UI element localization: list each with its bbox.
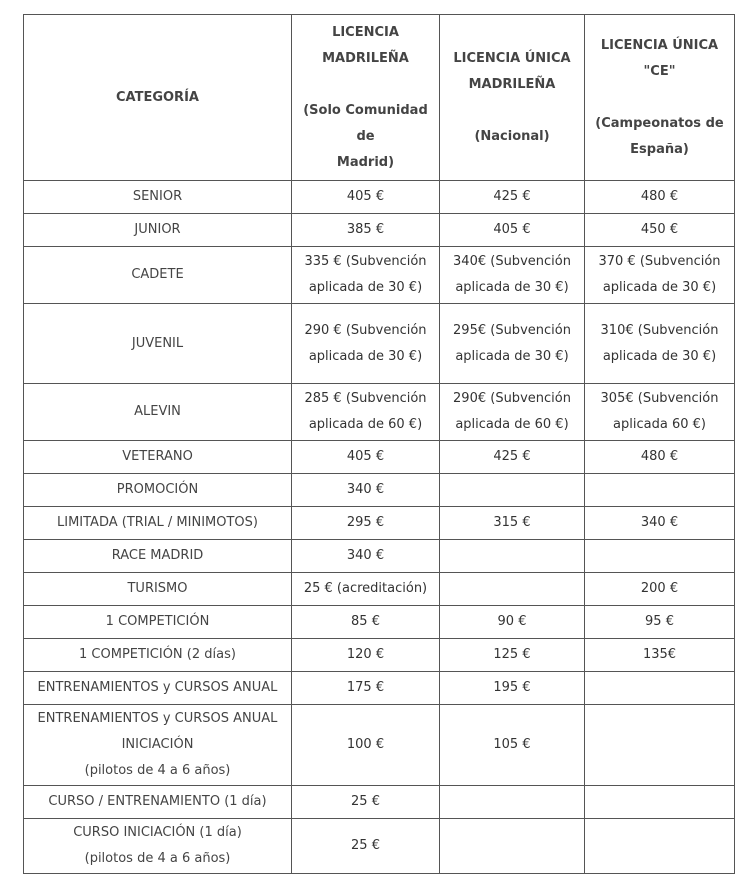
- licencia-unica-madrilena-cell: 405 €: [440, 214, 585, 247]
- licencia-madrilena-cell: 85 €: [292, 606, 440, 639]
- table-row: [24, 474, 735, 507]
- licencia-unica-ce-cell: [585, 786, 735, 819]
- licencia-unica-madrilena-cell: [440, 819, 585, 874]
- licencia-unica-madrilena-cell: [440, 540, 585, 573]
- category-cell: CURSO INICIACIÓN (1 día) (pilotos de 4 a 6 años): [24, 819, 292, 874]
- licencia-unica-ce-cell: 200 €: [585, 573, 735, 606]
- table-row: [24, 507, 735, 540]
- licencia-unica-ce-cell: 95 €: [585, 606, 735, 639]
- category-cell: CURSO / ENTRENAMIENTO (1 día): [24, 786, 292, 819]
- table-row: [24, 181, 735, 214]
- licencia-madrilena-cell: 405 €: [292, 441, 440, 474]
- licencia-madrilena-cell: 100 €: [292, 705, 440, 786]
- licencia-unica-ce-cell: 480 €: [585, 181, 735, 214]
- header-licencia-unica-madrilena: LICENCIA ÚNICA MADRILEÑA (Nacional): [440, 15, 585, 181]
- table-row: [24, 606, 735, 639]
- table-row: [24, 247, 735, 304]
- licencia-unica-ce-cell: 480 €: [585, 441, 735, 474]
- table-row: [24, 441, 735, 474]
- license-price-table: [23, 14, 735, 874]
- licencia-unica-ce-cell: [585, 474, 735, 507]
- table-row: [24, 540, 735, 573]
- licencia-unica-madrilena-cell: [440, 573, 585, 606]
- header-row: [24, 15, 735, 181]
- licencia-unica-ce-cell: 370 € (Subvención aplicada de 30 €): [585, 247, 735, 304]
- licencia-madrilena-cell: 295 €: [292, 507, 440, 540]
- licencia-unica-ce-cell: [585, 672, 735, 705]
- licencia-madrilena-cell: 405 €: [292, 181, 440, 214]
- licencia-unica-ce-cell: [585, 705, 735, 786]
- category-cell: JUVENIL: [24, 304, 292, 384]
- table-row: [24, 672, 735, 705]
- licencia-unica-madrilena-cell: 105 €: [440, 705, 585, 786]
- licencia-unica-madrilena-cell: [440, 474, 585, 507]
- category-cell: ENTRENAMIENTOS y CURSOS ANUAL: [24, 672, 292, 705]
- table-row: [24, 786, 735, 819]
- table-row: [24, 304, 735, 384]
- licencia-unica-ce-cell: [585, 819, 735, 874]
- licencia-madrilena-cell: 335 € (Subvención aplicada de 30 €): [292, 247, 440, 304]
- category-cell: ENTRENAMIENTOS y CURSOS ANUAL INICIACIÓN (pilotos de 4 a 6 años): [24, 705, 292, 786]
- licencia-madrilena-cell: 285 € (Subvención aplicada de 60 €): [292, 384, 440, 441]
- licencia-unica-madrilena-cell: 195 €: [440, 672, 585, 705]
- licencia-unica-madrilena-cell: 125 €: [440, 639, 585, 672]
- licencia-unica-madrilena-cell: [440, 786, 585, 819]
- category-cell: PROMOCIÓN: [24, 474, 292, 507]
- licencia-madrilena-cell: 25 €: [292, 786, 440, 819]
- table-row: [24, 705, 735, 786]
- licencia-unica-ce-cell: 450 €: [585, 214, 735, 247]
- header-categoria: CATEGORÍA: [24, 15, 292, 181]
- category-cell: TURISMO: [24, 573, 292, 606]
- licencia-unica-ce-cell: 305€ (Subvención aplicada 60 €): [585, 384, 735, 441]
- licencia-unica-madrilena-cell: 425 €: [440, 181, 585, 214]
- licencia-unica-ce-cell: 310€ (Subvención aplicada de 30 €): [585, 304, 735, 384]
- category-cell: SENIOR: [24, 181, 292, 214]
- licencia-madrilena-cell: 385 €: [292, 214, 440, 247]
- category-cell: LIMITADA (TRIAL / MINIMOTOS): [24, 507, 292, 540]
- licencia-madrilena-cell: 25 € (acreditación): [292, 573, 440, 606]
- licencia-madrilena-cell: 290 € (Subvención aplicada de 30 €): [292, 304, 440, 384]
- licencia-unica-madrilena-cell: 315 €: [440, 507, 585, 540]
- licencia-madrilena-cell: 340 €: [292, 474, 440, 507]
- category-cell: JUNIOR: [24, 214, 292, 247]
- licencia-madrilena-cell: 340 €: [292, 540, 440, 573]
- licencia-madrilena-cell: 120 €: [292, 639, 440, 672]
- licencia-madrilena-cell: 25 €: [292, 819, 440, 874]
- table-row: [24, 819, 735, 874]
- licencia-unica-madrilena-cell: 90 €: [440, 606, 585, 639]
- table-row: [24, 214, 735, 247]
- licencia-unica-madrilena-cell: 295€ (Subvención aplicada de 30 €): [440, 304, 585, 384]
- table-row: [24, 573, 735, 606]
- licencia-unica-madrilena-cell: 290€ (Subvención aplicada de 60 €): [440, 384, 585, 441]
- header-licencia-unica-ce: LICENCIA ÚNICA "CE" (Campeonatos de España): [585, 15, 735, 181]
- category-cell: ALEVIN: [24, 384, 292, 441]
- category-cell: CADETE: [24, 247, 292, 304]
- licencia-unica-ce-cell: 340 €: [585, 507, 735, 540]
- header-licencia-madrilena: LICENCIA MADRILEÑA (Solo Comunidad de Madrid): [292, 15, 440, 181]
- licencia-unica-madrilena-cell: 340€ (Subvención aplicada de 30 €): [440, 247, 585, 304]
- category-cell: 1 COMPETICIÓN (2 días): [24, 639, 292, 672]
- category-cell: RACE MADRID: [24, 540, 292, 573]
- licencia-unica-ce-cell: [585, 540, 735, 573]
- table-row: [24, 639, 735, 672]
- category-cell: VETERANO: [24, 441, 292, 474]
- table-row: [24, 384, 735, 441]
- licencia-madrilena-cell: 175 €: [292, 672, 440, 705]
- licencia-unica-ce-cell: 135€: [585, 639, 735, 672]
- licencia-unica-madrilena-cell: 425 €: [440, 441, 585, 474]
- category-cell: 1 COMPETICIÓN: [24, 606, 292, 639]
